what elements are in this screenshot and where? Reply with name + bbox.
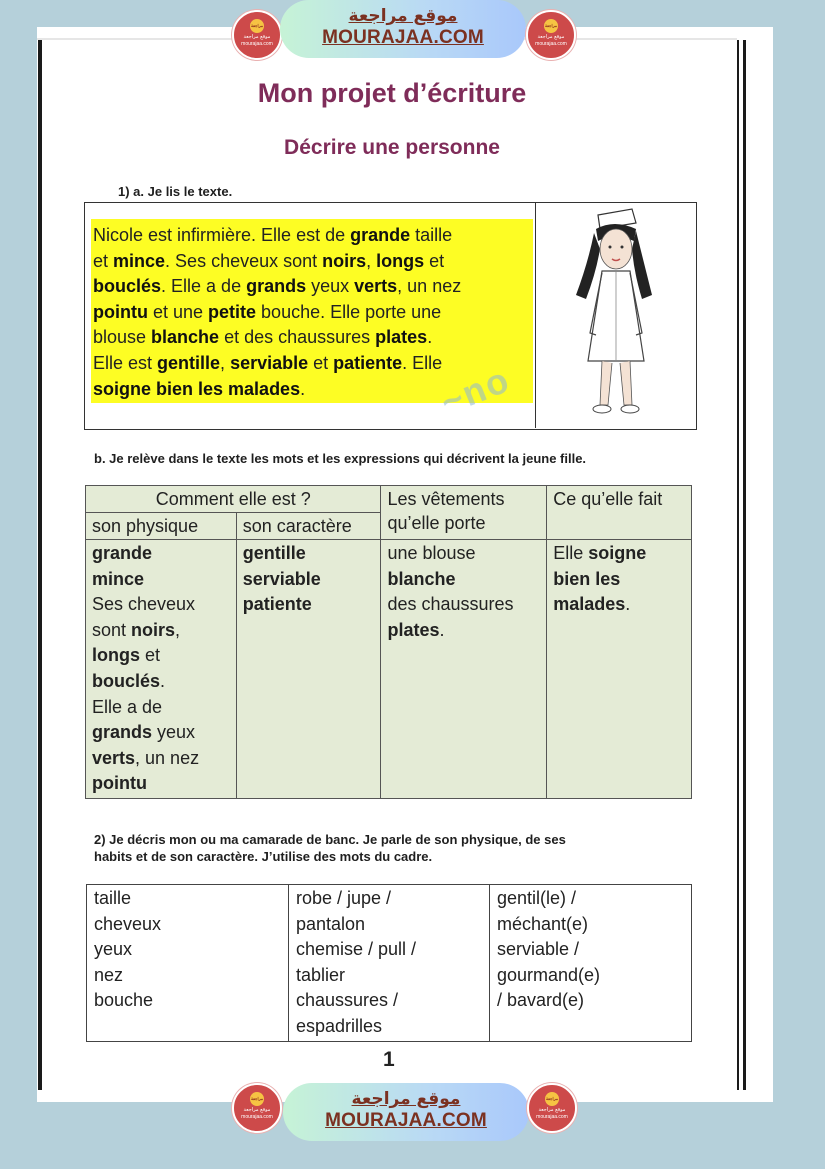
mourajaa-logo-right[interactable]: مراجعة موقع مراجعة mourajaa.com [527,1083,577,1133]
page-number: 1 [383,1048,395,1071]
question-1a: 1) a. Je lis le texte. [118,184,233,199]
cell-fait: Elle soigne bien les malades. [547,540,692,799]
cell-caractere: gentille serviable patiente [236,540,381,799]
site-banner-header[interactable] [280,0,526,58]
vocabulary-table [86,884,692,1042]
vocab-col-habits: robe / jupe / pantalon chemise / pull / tablier chaussures / espadrilles [289,885,490,1042]
document-title: Mon projet d’écriture [257,78,527,108]
vocab-col-caractere: gentil(le) / méchant(e) serviable / gourmand(e) / bavard(e) [490,885,692,1042]
banner-arabic-text: موقع مراجعة [348,6,458,26]
logo-badge-icon: مراجعة [250,1092,264,1106]
logo-badge-icon: مراجعة [544,19,558,33]
banner-arabic-text: موقع مراجعة [351,1089,461,1109]
reading-paragraph: Nicole est infirmière. Elle est de grande taille et mince. Ses cheveux sont noirs, longs et bouclés. Elle a de grands yeux verts, un nez pointu et une petite bouche. Elle porte une blouse blanche et des chaussures plates. Elle est gentille, serviable et patiente. Elle soigne bien les malades. [93,225,462,399]
cell-physique: grande mince Ses cheveux sont noirs, longs et bouclés. Elle a de grands yeux verts, un nez pointu [86,540,237,799]
page-border-right-inner [737,40,739,1090]
mourajaa-logo-left[interactable]: مراجعة موقع مراجعة mourajaa.com [232,10,282,60]
question-2: 2) Je décris mon ou ma camarade de banc. Je parle de son physique, de ses habits et de son caractère. J’utilise des mots du cadre. [94,832,566,864]
banner-site-link[interactable]: MOURAJAA.COM [325,1110,487,1131]
header-comment: Comment elle est ? [86,486,381,513]
header-fait: Ce qu’elle fait [547,486,692,540]
watermark: ~no [434,358,516,423]
cell-vetements: une blouse blanche des chaussures plates. [381,540,547,799]
logo-badge-icon: مراجعة [545,1092,559,1106]
vocab-col-physique: taille cheveux yeux nez bouche [87,885,289,1042]
site-banner-footer[interactable] [283,1083,529,1141]
header-caractere: son caractère [236,513,381,540]
question-1b: b. Je relève dans le texte les mots et les expressions qui décrivent la jeune fille. [94,451,587,466]
page-border-right-outer [743,40,746,1090]
mourajaa-logo-right[interactable]: مراجعة موقع مراجعة mourajaa.com [526,10,576,60]
nurse-illustration [535,203,696,428]
page-border-left [38,40,42,1090]
mourajaa-logo-left[interactable]: مراجعة موقع مراجعة mourajaa.com [232,1083,282,1133]
header-vetements: Les vêtements qu’elle porte [381,486,547,540]
nurse-figure-icon [536,203,694,427]
banner-site-link[interactable]: MOURAJAA.COM [322,27,484,48]
description-table [85,485,692,799]
logo-badge-icon: مراجعة [250,19,264,33]
reading-text-box [84,202,697,430]
document-subtitle: Décrire une personne [284,136,500,159]
header-physique: son physique [86,513,237,540]
